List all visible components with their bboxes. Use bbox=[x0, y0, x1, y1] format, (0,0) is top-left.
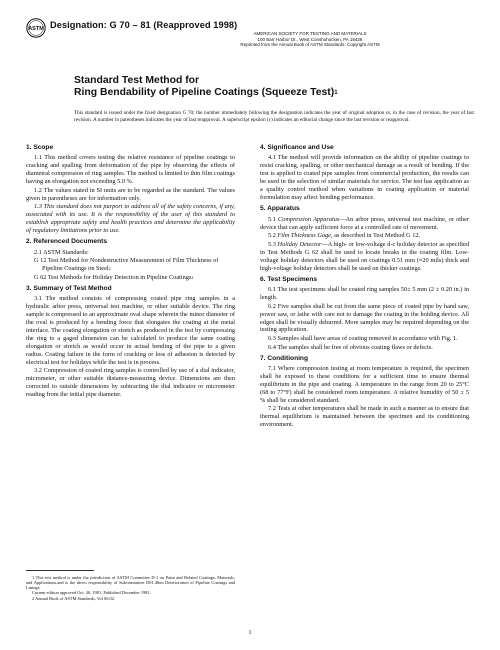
section-heading: 6. Test Specimens bbox=[260, 275, 318, 283]
svg-text:ASTM: ASTM bbox=[28, 26, 44, 33]
publisher-line: 100 Barr Harbor Dr., West Conshohocken, PA 19428 bbox=[257, 36, 363, 42]
section-heading: 4. Significance and Use bbox=[260, 144, 334, 151]
section-heading: 3. Summary of Test Method bbox=[26, 284, 112, 292]
publisher-line: AMERICAN SOCIETY FOR TESTING AND MATERIALS bbox=[253, 31, 367, 36]
reference-item: G 62 Test Methods for Holiday Detection in Pipeline Coatings$^2$ bbox=[34, 273, 194, 281]
paragraph: 6.1 The test specimens shall be coated ring samples 50± 5 mm (2 ± 0.20 in.) in length. bbox=[260, 286, 469, 302]
paragraph: 5.1 Compression Apparatus—An arbor press, universal test machine, or other device that can apply sufficient force at a controlled rate of movement. bbox=[260, 215, 470, 231]
paragraph: 2.1 ASTM Standards: bbox=[34, 248, 89, 256]
left-column bbox=[26, 144, 235, 400]
footnote: 1 This test method is under the jurisdiction of ASTM Committee D-1 on Paint and Related Coatings, Materials, and Applications,and is the direct responsibility of Subcommittee D01.48on Deterioration of Pipeline Coatings and Linings. bbox=[26, 574, 235, 591]
paragraph: 4.1 The method will provide information on the ability of pipeline coatings to resist cracking, spalling, or other mechanical damage as a result of bending. If the test is applied to coated pipe samples from commercial production, the results can be used in the selection of similar materials for service. The test has application as a quality control method when variations in coating application or material formulation may affect bending performance. bbox=[260, 154, 469, 202]
paragraph: 5.2 Film Thickness Gage, as described in Test Method G 12. bbox=[268, 232, 421, 240]
paragraph: 6.2 Five samples shall be cut from the same piece of coated pipe by hand saw, power saw, or lathe with care not to damage the coating in the holding device. All edges shall be visually deburred. More samples may be required depending on the testing application. bbox=[260, 302, 469, 334]
section-heading: 7. Conditioning bbox=[260, 354, 308, 362]
publisher-line: Reprinted from the Annual Book of ASTM Standards. Copyright ASTM bbox=[240, 42, 380, 48]
paragraph: 7.1 Where compression testing at room temperature is required, the specimen shall be exposed to these conditions for a sufficient time to ensure thermal equilibrium in the pipe and coating. A temperature in the range from 20 to 25°C (68 to 77°F) shall be considered room temperature. A relative humidity of 50 ± 5 % shall be considered standard. bbox=[260, 365, 469, 404]
paragraph: 5.3 Holiday Detector—A high- or low-voltage d-c holiday detector as specified in Test Methods G 62 shall be used to locate breaks in the coating film. Low-voltage holiday detectors shall be used on coatings 0.51 mm (≈20 mils) thick and high-voltage holiday detectors shall be used on thicker coatings. bbox=[260, 240, 469, 272]
safety-paragraph: 1.3 This standard does not purport to address all of the safety concerns, if any, associated with its use. It is the responsibility of the user of this standard to establish appropriate safety and health practices and determine the applicability of regulatory limitations prior to use. bbox=[26, 203, 235, 235]
document-title bbox=[74, 75, 338, 99]
footnotes bbox=[26, 570, 235, 601]
paragraph: 1.1 This method covers testing the relative resistance of pipeline coatings to cracking and spalling from deformation of the pipe by observing the effects of diametral compression of ring samples. The method is limited to thin film coatings having an elongation not exceeding 5.0 %. bbox=[26, 154, 235, 186]
paragraph: 1.2 The values stated in SI units are to be regarded as the standard. The values given in parentheses are for information only. bbox=[26, 186, 235, 202]
paragraph: 3.2 Compression of coated ring samples is controlled by use of a dial indicator, micrometer, or other suitable distance-measuring device. Dimensions are then corrected to outside dimensions by subtracting the dial indicator or micrometer reading from the initial pipe diameter. bbox=[26, 367, 235, 399]
page-number: 1 bbox=[248, 630, 252, 636]
footnote: Current edition approved Oct. 30, 1981. Published December 1981. bbox=[32, 590, 151, 596]
publisher-info bbox=[0, 31, 500, 48]
title-footnote-mark: 1 bbox=[334, 90, 338, 96]
paragraph: 7.2 Tests at other temperatures shall be made in such a manner as to ensure that thermal equilibrium is maintained between the specimen and its conditioning environment. bbox=[260, 405, 469, 429]
footnote-rule bbox=[26, 570, 94, 571]
section-heading: 5. Apparatus bbox=[260, 205, 300, 213]
paragraph: 6.4 The samples shall be free of obvious coating flaws or defects. bbox=[268, 343, 433, 351]
section-heading: 1. Scope bbox=[26, 144, 54, 151]
designation: Designation: G 70 – 81 (Reapproved 1998) bbox=[50, 20, 238, 30]
title-line-2: Ring Bendability of Pipeline Coatings (Squeeze Test)$^1$ bbox=[74, 87, 338, 98]
right-column bbox=[260, 144, 469, 430]
paragraph: 6.3 Samples shall have areas of coating removed in accordance with Fig. 1. bbox=[268, 335, 458, 343]
title-line-1: Standard Test Method for bbox=[74, 75, 200, 86]
reference-item: G 12 Test Method for Nondestructive Measurement of Film Thickness of Pipeline Coatings on Steel$^2$ bbox=[34, 257, 219, 273]
paragraph: 3.1 The method consists of compressing coated pipe ring samples in a hydraulic arbor press, universal test machine, or other suitable device. The ring sample is compressed to an approximate oval shape wherein the minor diameter of the oval is produced by a bending force that elongates the coating at the metal interface. The coating elongation or stretch as produced in the test by compressing the ring to a gaged dimension can be calculated to produce the same coating elongation or stretch as would occur in actual bending of the pipe to a given radius. Coating failure in the form of cracking or loss of adhesion is detected by electrical test for holidays while the test is in process. bbox=[26, 295, 235, 366]
footnote: 2 Annual Book of ASTM Standards, Vol 06.02. bbox=[32, 595, 116, 601]
intro-note: This standard is issued under the fixed designation G 70; the number immediately following the designation indicates the year of original adoption or, in the case of revision, the year of last revision. A number in parentheses indicates the year of last reapproval. A superscript epsilon (ε) indicates an editorial change since the last revision or reapproval. bbox=[74, 110, 474, 123]
section-heading: 2. Referenced Documents bbox=[26, 238, 107, 246]
